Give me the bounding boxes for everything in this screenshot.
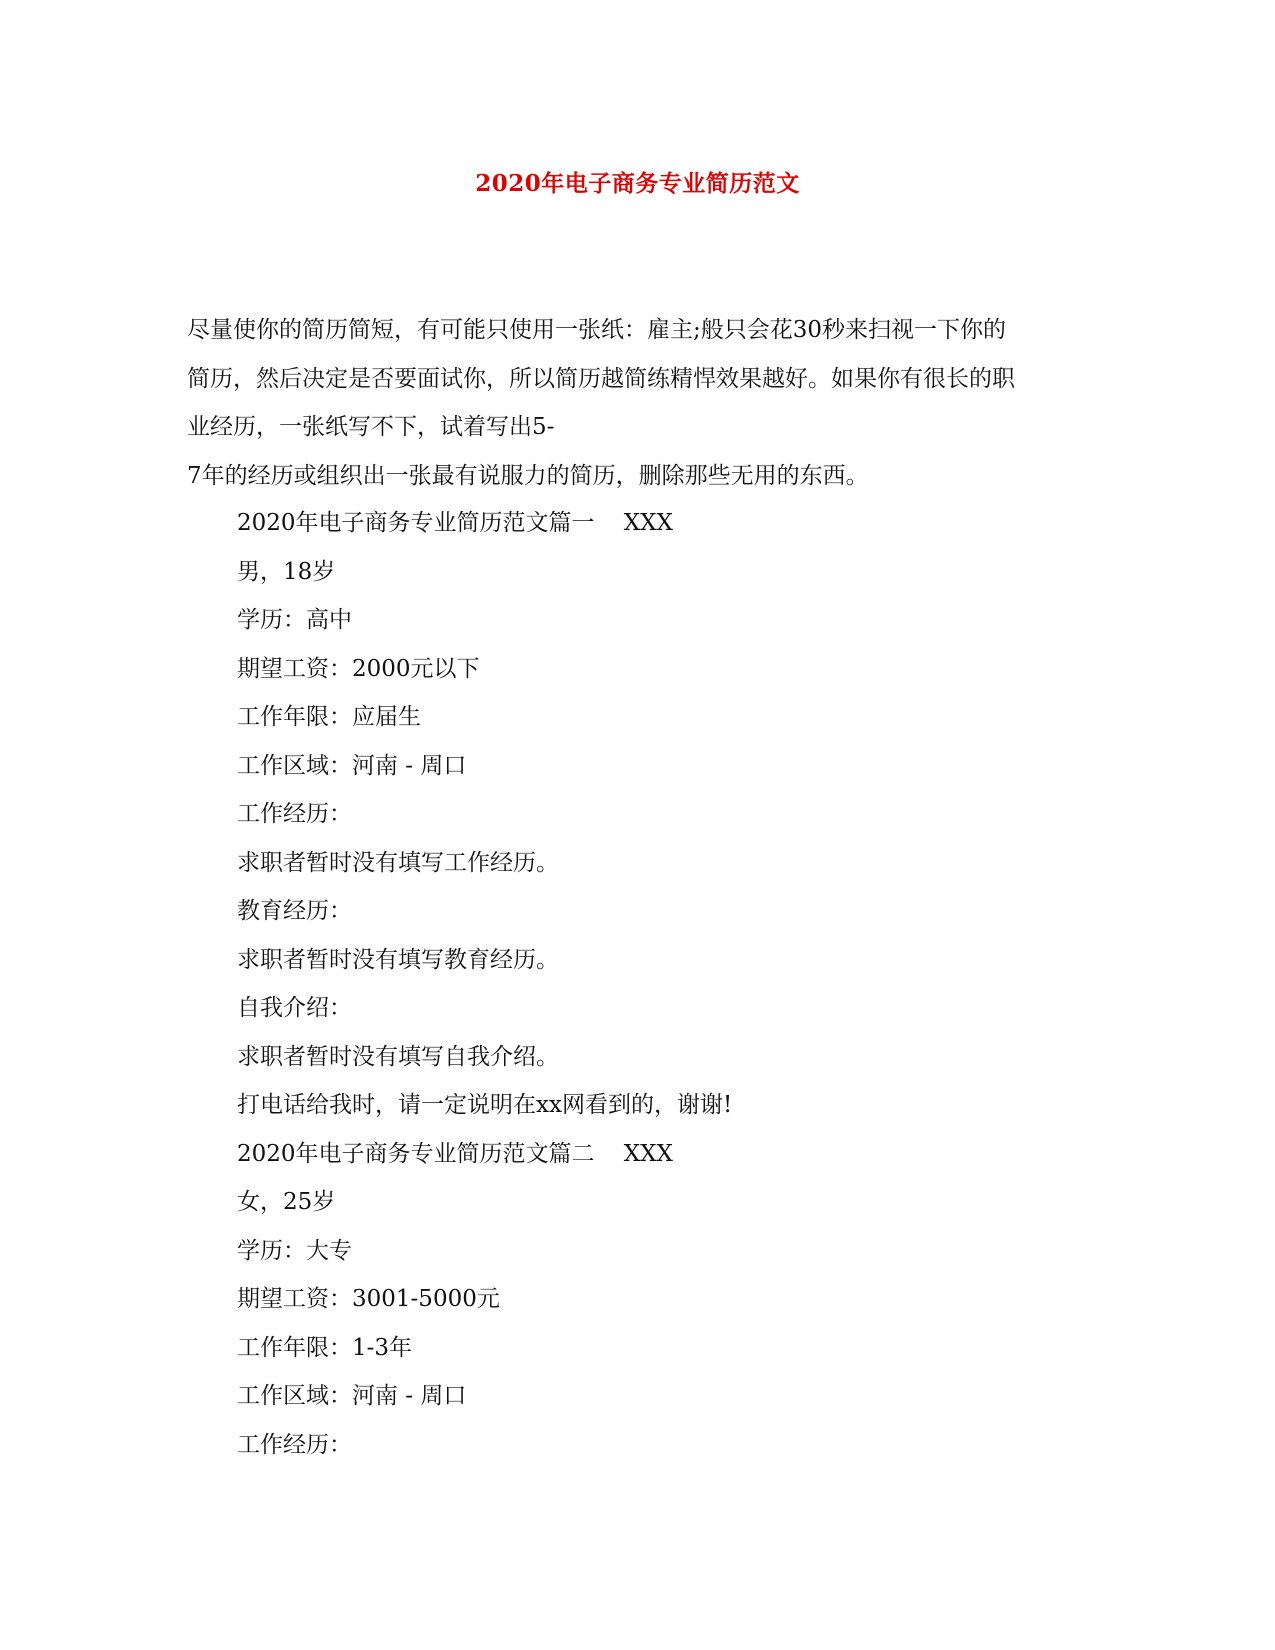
document-title: 2020年电子商务专业简历范文	[475, 170, 800, 197]
resume-line: 学历：高中	[237, 607, 352, 633]
resume-heading-1: 2020年电子商务专业简历范文篇一 XXX	[237, 510, 673, 536]
resume-line: 工作区域：河南 - 周口	[237, 752, 467, 779]
resume-line: 工作年限：1-3年	[237, 1334, 413, 1361]
resume-line: 求职者暂时没有填写工作经历。	[237, 849, 559, 876]
resume-line: 工作区域：河南 - 周口	[237, 1383, 467, 1409]
resume-line: 求职者暂时没有填写自我介绍。	[237, 1043, 559, 1070]
resume-line: 教育经历：	[237, 898, 352, 924]
resume-line: 打电话给我时，请一定说明在xx网看到的，谢谢!	[237, 1092, 733, 1118]
intro-line: 业经历，一张纸写不下，试着写出5-	[187, 414, 555, 440]
intro-line: 7年的经历或组织出一张最有说服力的简历，删除那些无用的东西。	[187, 462, 869, 489]
resume-line: 工作年限：应届生	[237, 704, 421, 730]
resume-body	[237, 499, 1097, 1469]
resume-line: 学历：大专	[237, 1237, 352, 1264]
resume-line: 女，25岁	[237, 1189, 336, 1215]
resume-line: 男，18岁	[237, 558, 336, 585]
intro-line: 尽量使你的简历简短，有可能只使用一张纸：雇主;般只会花30秒来扫视一下你的	[187, 317, 1007, 343]
intro-paragraph	[187, 306, 1092, 500]
resume-line: 自我介绍：	[237, 995, 352, 1021]
resume-line: 期望工资：2000元以下	[237, 655, 480, 682]
resume-line: 期望工资：3001-5000元	[237, 1286, 500, 1312]
resume-line: 工作经历：	[237, 801, 352, 827]
resume-line: 工作经历：	[237, 1431, 352, 1458]
intro-line: 简历，然后决定是否要面试你，所以简历越简练精悍效果越好。如果你有很长的职	[187, 365, 1015, 392]
resume-heading-2: 2020年电子商务专业简历范文篇二 XXX	[237, 1140, 673, 1167]
resume-line: 求职者暂时没有填写教育经历。	[237, 946, 559, 973]
